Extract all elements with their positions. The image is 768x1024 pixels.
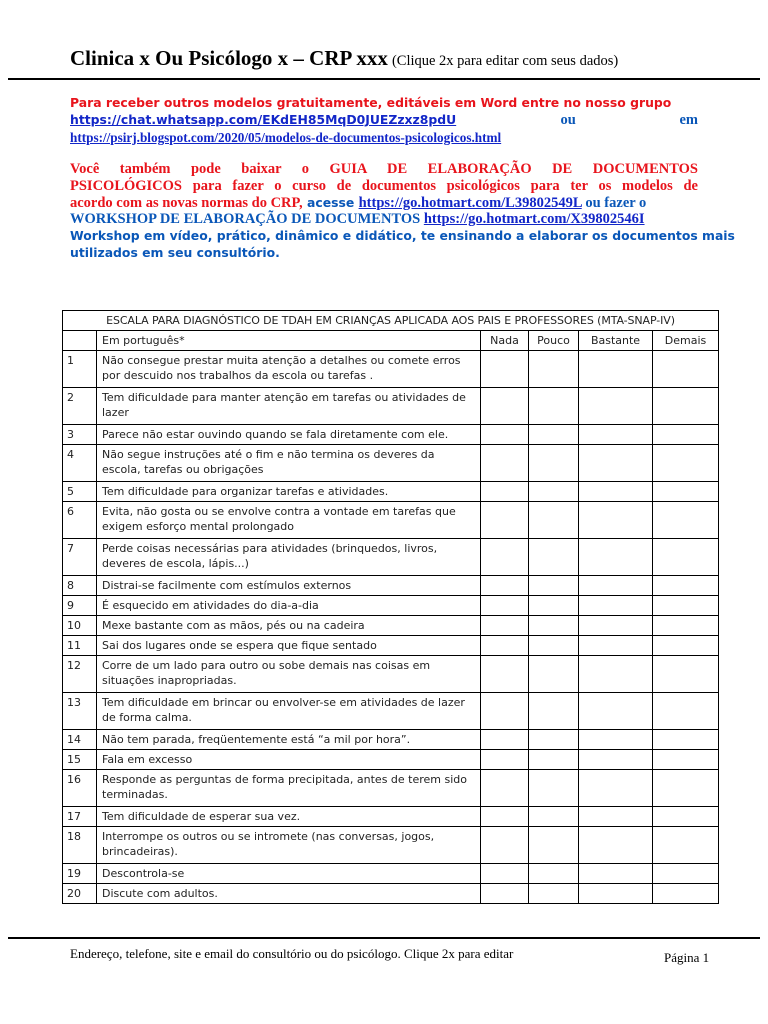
answer-cell-pouco[interactable] [529,827,579,864]
table-row [63,750,719,770]
table-row [63,864,719,884]
item-text: Parece não estar ouvindo quando se fala diretamente com ele. [97,425,481,445]
header-number-cell [63,331,97,351]
answer-cell-bastante[interactable] [579,884,653,904]
answer-cell-bastante[interactable] [579,425,653,445]
answer-cell-nada[interactable] [481,656,529,693]
table-row [63,730,719,750]
answer-cell-bastante[interactable] [579,482,653,502]
whatsapp-link[interactable]: https://chat.whatsapp.com/EKdEH85MqD0JUEZzxz8pdU [70,112,457,127]
answer-cell-demais[interactable] [653,388,719,425]
header-demais: Demais [653,331,719,351]
item-number: 3 [63,425,97,445]
answer-cell-pouco[interactable] [529,445,579,482]
item-number: 15 [63,750,97,770]
clinic-title[interactable]: Clinica x Ou Psicólogo x – CRP xxx [70,46,388,70]
item-text: Sai dos lugares onde se espera que fique sentado [97,636,481,656]
footer-contact[interactable]: Endereço, telefone, site e email do consultório ou do psicólogo. Clique 2x para editar [70,946,514,961]
page-number: Página 1 [664,950,710,965]
answer-cell-bastante[interactable] [579,750,653,770]
answer-cell-nada[interactable] [481,576,529,596]
workshop-hotmart-link[interactable]: https://go.hotmart.com/X39802546I [423,211,645,228]
answer-cell-demais[interactable] [653,445,719,482]
answer-cell-demais[interactable] [653,864,719,884]
invite-text: Para receber outros modelos gratuitamente, editáveis em Word entre no nosso grupo [70,95,672,110]
answer-cell-demais[interactable] [653,482,719,502]
answer-cell-nada[interactable] [481,482,529,502]
answer-cell-nada[interactable] [481,693,529,730]
item-number: 14 [63,730,97,750]
answer-cell-nada[interactable] [481,884,529,904]
guide-line-2: PSICOLÓGICOS para fazer o curso de documentos psicológicos para ter os modelos de [70,177,698,194]
answer-cell-pouco[interactable] [529,770,579,807]
edit-hint: (Clique 2x para editar com seus dados) [391,53,619,69]
item-text: Tem dificuldade para manter atenção em tarefas ou atividades de lazer [97,388,481,425]
item-number: 1 [63,351,97,388]
answer-cell-bastante[interactable] [579,596,653,616]
item-text: Discute com adultos. [97,884,481,904]
table-row [63,576,719,596]
header-bastante: Bastante [579,331,653,351]
table-row [63,388,719,425]
answer-cell-nada[interactable] [481,445,529,482]
item-number: 9 [63,596,97,616]
answer-cell-demais[interactable] [653,656,719,693]
answer-cell-bastante[interactable] [579,636,653,656]
answer-cell-nada[interactable] [481,388,529,425]
table-row [63,884,719,904]
item-text: Interrompe os outros ou se intromete (nas conversas, jogos, brincadeiras). [97,827,481,864]
answer-cell-pouco[interactable] [529,750,579,770]
page-header[interactable] [70,46,710,71]
item-text: Fala em excesso [97,750,481,770]
workshop-line [70,211,698,228]
answer-cell-nada[interactable] [481,351,529,388]
answer-cell-nada[interactable] [481,539,529,576]
answer-cell-nada[interactable] [481,636,529,656]
item-text: Não segue instruções até o fim e não termina os deveres da escola, tarefas ou obrigações [97,445,481,482]
answer-cell-pouco[interactable] [529,616,579,636]
item-number: 17 [63,807,97,827]
item-number: 10 [63,616,97,636]
item-text: Tem dificuldade em brincar ou envolver-se em atividades de lazer de forma calma. [97,693,481,730]
answer-cell-nada[interactable] [481,596,529,616]
item-text: Perde coisas necessárias para atividades (brinquedos, livros, deveres de escola, lápis...) [97,539,481,576]
answer-cell-pouco[interactable] [529,596,579,616]
answer-cell-pouco[interactable] [529,388,579,425]
answer-cell-nada[interactable] [481,864,529,884]
guide-line-3 [70,195,698,212]
answer-cell-nada[interactable] [481,730,529,750]
snap-iv-table [62,310,719,904]
answer-cell-demais[interactable] [653,807,719,827]
answer-cell-nada[interactable] [481,425,529,445]
table-row [63,656,719,693]
answer-cell-demais[interactable] [653,576,719,596]
guide-tail-text: ou fazer o [581,194,647,211]
item-text: Responde as perguntas de forma precipitada, antes de terem sido terminadas. [97,770,481,807]
answer-cell-demais[interactable] [653,693,719,730]
answer-cell-nada[interactable] [481,502,529,539]
answer-cell-demais[interactable] [653,750,719,770]
answer-cell-demais[interactable] [653,827,719,864]
item-number: 5 [63,482,97,502]
table-row [63,807,719,827]
answer-cell-nada[interactable] [481,807,529,827]
table-row [63,636,719,656]
answer-cell-bastante[interactable] [579,576,653,596]
answer-cell-bastante[interactable] [579,388,653,425]
answer-cell-pouco[interactable] [529,425,579,445]
table-row [63,425,719,445]
answer-cell-nada[interactable] [481,750,529,770]
header-nada: Nada [481,331,529,351]
table-row [63,827,719,864]
or-in-label: ou em [560,112,698,128]
item-text: Não tem parada, freqüentemente está “a mil por hora”. [97,730,481,750]
table-row [63,539,719,576]
answer-cell-demais[interactable] [653,770,719,807]
blog-link[interactable]: https://psirj.blogspot.com/2020/05/modelos-de-documentos-psicologicos.html [70,130,502,145]
answer-cell-demais[interactable] [653,884,719,904]
answer-cell-demais[interactable] [653,502,719,539]
table-caption: ESCALA PARA DIAGNÓSTICO DE TDAH EM CRIANÇAS APLICADA AOS PAIS E PROFESSORES (MTA-SNAP-IV) [63,311,719,331]
header-pouco: Pouco [529,331,579,351]
item-text: Não consegue prestar muita atenção a detalhes ou comete erros por descuido nos trabalhos da escola ou tarefas . [97,351,481,388]
column-header-row [63,331,719,351]
answer-cell-bastante[interactable] [579,656,653,693]
item-number: 20 [63,884,97,904]
answer-cell-demais[interactable] [653,636,719,656]
table-row [63,502,719,539]
guide-promo [70,161,735,262]
answer-cell-bastante[interactable] [579,502,653,539]
answer-cell-demais[interactable] [653,616,719,636]
answer-cell-demais[interactable] [653,596,719,616]
answer-cell-pouco[interactable] [529,502,579,539]
item-text: Tem dificuldade para organizar tarefas e atividades. [97,482,481,502]
answer-cell-bastante[interactable] [579,693,653,730]
group-invite [70,94,698,146]
table-row [63,770,719,807]
item-text: Tem dificuldade de esperar sua vez. [97,807,481,827]
guide-hotmart-link[interactable]: https://go.hotmart.com/L39802549L [358,194,582,211]
item-number: 18 [63,827,97,864]
answer-cell-pouco[interactable] [529,730,579,750]
answer-cell-demais[interactable] [653,730,719,750]
item-number: 12 [63,656,97,693]
answer-cell-demais[interactable] [653,351,719,388]
answer-cell-nada[interactable] [481,616,529,636]
answer-cell-bastante[interactable] [579,351,653,388]
answer-cell-pouco[interactable] [529,884,579,904]
answer-cell-bastante[interactable] [579,864,653,884]
answer-cell-demais[interactable] [653,425,719,445]
answer-cell-pouco[interactable] [529,807,579,827]
answer-cell-demais[interactable] [653,539,719,576]
guide-norms-text: acordo com as novas normas do CRP, [70,194,303,211]
item-number: 6 [63,502,97,539]
answer-cell-pouco[interactable] [529,636,579,656]
table-row [63,616,719,636]
footer-divider [8,937,760,939]
header-item: Em português* [97,331,481,351]
answer-cell-pouco[interactable] [529,539,579,576]
answer-cell-nada[interactable] [481,770,529,807]
item-text: Evita, não gosta ou se envolve contra a vontade em tarefas que exigem esforço mental prolongado [97,502,481,539]
item-number: 13 [63,693,97,730]
item-text: Corre de um lado para outro ou sobe demais nas coisas em situações inapropriadas. [97,656,481,693]
workshop-desc-2: utilizados em seu consultório. [70,244,280,260]
answer-cell-bastante[interactable] [579,539,653,576]
workshop-desc-1: Workshop em vídeo, prático, dinâmico e didático, te ensinando a elaborar os documentos mais [70,228,735,244]
answer-cell-pouco[interactable] [529,864,579,884]
answer-cell-pouco[interactable] [529,576,579,596]
invite-links-line [70,111,698,129]
workshop-title: WORKSHOP DE ELABORAÇÃO DE DOCUMENTOS [70,211,424,228]
guide-line-1: Você também pode baixar o GUIA DE ELABORAÇÃO DE DOCUMENTOS [70,161,698,177]
item-number: 2 [63,388,97,425]
item-number: 16 [63,770,97,807]
answer-cell-pouco[interactable] [529,693,579,730]
item-text: Mexe bastante com as mãos, pés ou na cadeira [97,616,481,636]
item-number: 7 [63,539,97,576]
item-number: 19 [63,864,97,884]
guide-access-text: acesse [302,194,359,210]
table-row [63,482,719,502]
answer-cell-bastante[interactable] [579,616,653,636]
table-row [63,693,719,730]
table-row [63,445,719,482]
item-number: 4 [63,445,97,482]
item-text: Distrai-se facilmente com estímulos externos [97,576,481,596]
table-row [63,596,719,616]
table-row [63,351,719,388]
item-number: 8 [63,576,97,596]
answer-cell-pouco[interactable] [529,351,579,388]
header-divider [8,78,760,80]
item-number: 11 [63,636,97,656]
items-body [63,351,719,904]
answer-cell-bastante[interactable] [579,807,653,827]
item-text: Descontrola-se [97,864,481,884]
answer-cell-pouco[interactable] [529,482,579,502]
item-text: É esquecido em atividades do dia-a-dia [97,596,481,616]
answer-cell-bastante[interactable] [579,770,653,807]
answer-cell-bastante[interactable] [579,827,653,864]
answer-cell-nada[interactable] [481,827,529,864]
answer-cell-bastante[interactable] [579,730,653,750]
answer-cell-bastante[interactable] [579,445,653,482]
answer-cell-pouco[interactable] [529,656,579,693]
